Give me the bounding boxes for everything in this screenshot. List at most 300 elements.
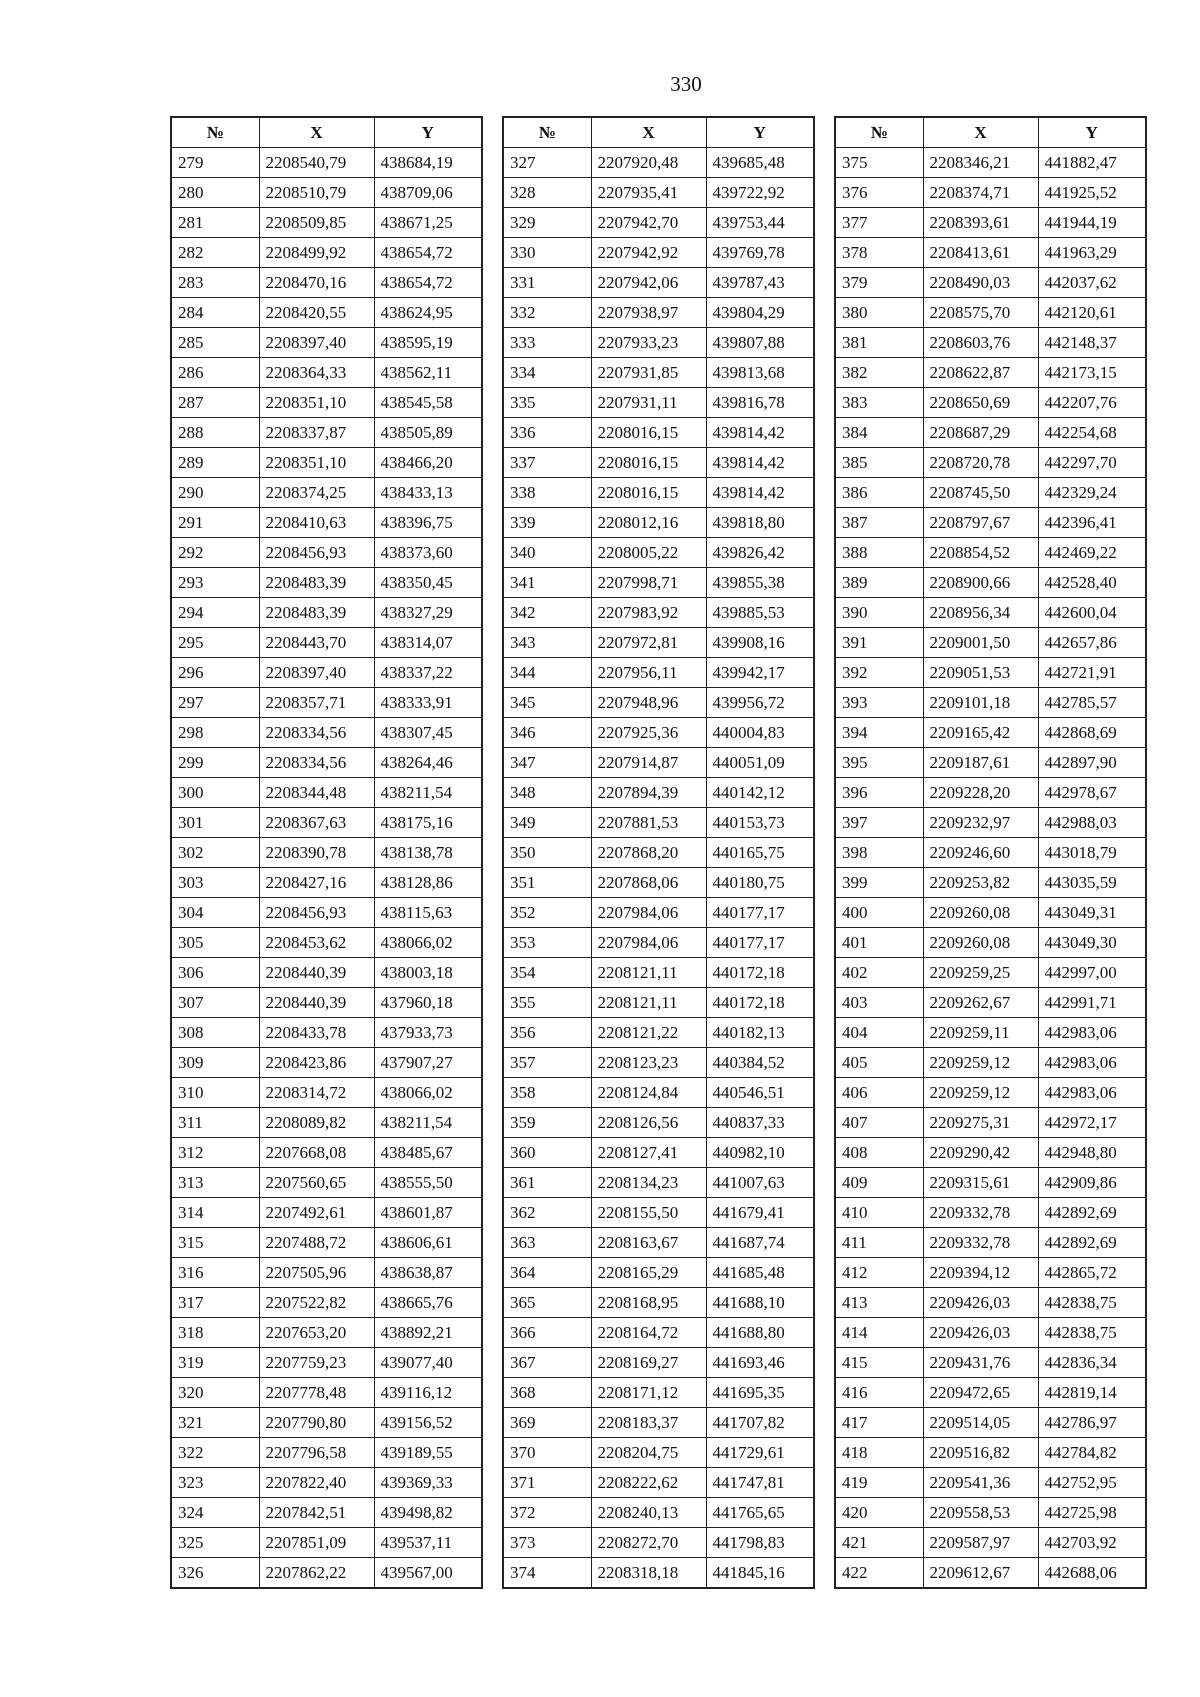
x-coordinate-cell: 2207914,87 bbox=[591, 748, 706, 778]
y-coordinate-cell: 439814,42 bbox=[706, 478, 814, 508]
y-coordinate-cell: 438175,16 bbox=[374, 808, 482, 838]
point-number-cell: 382 bbox=[835, 358, 923, 388]
table-row bbox=[503, 658, 814, 688]
table-row bbox=[835, 1078, 1146, 1108]
table-row bbox=[835, 838, 1146, 868]
table-row bbox=[835, 1558, 1146, 1589]
point-number-cell: 314 bbox=[171, 1198, 259, 1228]
y-coordinate-cell: 439807,88 bbox=[706, 328, 814, 358]
table-row bbox=[503, 838, 814, 868]
table-row bbox=[503, 538, 814, 568]
table-row bbox=[835, 508, 1146, 538]
x-coordinate-cell: 2208540,79 bbox=[259, 148, 374, 178]
x-coordinate-cell: 2208183,37 bbox=[591, 1408, 706, 1438]
point-number-cell: 321 bbox=[171, 1408, 259, 1438]
y-coordinate-cell: 440177,17 bbox=[706, 898, 814, 928]
y-coordinate-cell: 442784,82 bbox=[1038, 1438, 1146, 1468]
y-coordinate-cell: 439769,78 bbox=[706, 238, 814, 268]
point-number-cell: 391 bbox=[835, 628, 923, 658]
point-number-cell: 422 bbox=[835, 1558, 923, 1589]
table-row bbox=[503, 388, 814, 418]
y-coordinate-cell: 442991,71 bbox=[1038, 988, 1146, 1018]
y-coordinate-cell: 442725,98 bbox=[1038, 1498, 1146, 1528]
point-number-cell: 413 bbox=[835, 1288, 923, 1318]
y-coordinate-cell: 442396,41 bbox=[1038, 508, 1146, 538]
x-coordinate-cell: 2208603,76 bbox=[923, 328, 1038, 358]
table-row bbox=[835, 1318, 1146, 1348]
x-coordinate-cell: 2209558,53 bbox=[923, 1498, 1038, 1528]
y-coordinate-cell: 442469,22 bbox=[1038, 538, 1146, 568]
table-row bbox=[503, 598, 814, 628]
table-row bbox=[835, 178, 1146, 208]
x-coordinate-cell: 2207931,11 bbox=[591, 388, 706, 418]
y-coordinate-cell: 439369,33 bbox=[374, 1468, 482, 1498]
y-coordinate-cell: 441679,41 bbox=[706, 1198, 814, 1228]
x-coordinate-cell: 2209259,12 bbox=[923, 1078, 1038, 1108]
x-coordinate-cell: 2209259,25 bbox=[923, 958, 1038, 988]
x-coordinate-cell: 2209165,42 bbox=[923, 718, 1038, 748]
point-number-cell: 316 bbox=[171, 1258, 259, 1288]
y-coordinate-cell: 440172,18 bbox=[706, 988, 814, 1018]
y-coordinate-cell: 441007,63 bbox=[706, 1168, 814, 1198]
x-coordinate-cell: 2208016,15 bbox=[591, 418, 706, 448]
y-coordinate-cell: 443018,79 bbox=[1038, 838, 1146, 868]
table-row bbox=[503, 1108, 814, 1138]
y-coordinate-cell: 442785,57 bbox=[1038, 688, 1146, 718]
point-number-cell: 400 bbox=[835, 898, 923, 928]
point-number-cell: 381 bbox=[835, 328, 923, 358]
point-number-cell: 407 bbox=[835, 1108, 923, 1138]
point-number-cell: 369 bbox=[503, 1408, 591, 1438]
point-number-cell: 375 bbox=[835, 148, 923, 178]
point-number-cell: 392 bbox=[835, 658, 923, 688]
y-coordinate-cell: 438003,18 bbox=[374, 958, 482, 988]
x-coordinate-cell: 2208456,93 bbox=[259, 538, 374, 568]
y-coordinate-cell: 442786,97 bbox=[1038, 1408, 1146, 1438]
table-row bbox=[503, 298, 814, 328]
x-coordinate-cell: 2208413,61 bbox=[923, 238, 1038, 268]
table-row bbox=[835, 1408, 1146, 1438]
point-number-cell: 383 bbox=[835, 388, 923, 418]
y-coordinate-cell: 438066,02 bbox=[374, 928, 482, 958]
point-number-cell: 322 bbox=[171, 1438, 259, 1468]
x-coordinate-cell: 2209516,82 bbox=[923, 1438, 1038, 1468]
point-number-cell: 331 bbox=[503, 268, 591, 298]
y-coordinate-cell: 442892,69 bbox=[1038, 1198, 1146, 1228]
y-coordinate-cell: 439804,29 bbox=[706, 298, 814, 328]
y-coordinate-cell: 440004,83 bbox=[706, 718, 814, 748]
point-number-cell: 415 bbox=[835, 1348, 923, 1378]
x-coordinate-cell: 2208397,40 bbox=[259, 328, 374, 358]
point-number-cell: 372 bbox=[503, 1498, 591, 1528]
table-row bbox=[835, 568, 1146, 598]
y-coordinate-cell: 442988,03 bbox=[1038, 808, 1146, 838]
y-coordinate-cell: 439685,48 bbox=[706, 148, 814, 178]
x-coordinate-cell: 2207851,09 bbox=[259, 1528, 374, 1558]
y-coordinate-cell: 442897,90 bbox=[1038, 748, 1146, 778]
y-coordinate-cell: 442948,80 bbox=[1038, 1138, 1146, 1168]
table-row bbox=[171, 1138, 482, 1168]
point-number-cell: 364 bbox=[503, 1258, 591, 1288]
table-row bbox=[503, 328, 814, 358]
x-coordinate-cell: 2207942,92 bbox=[591, 238, 706, 268]
page-number: 330 bbox=[670, 72, 702, 96]
point-number-cell: 287 bbox=[171, 388, 259, 418]
table-row bbox=[835, 388, 1146, 418]
header-row bbox=[835, 117, 1146, 148]
y-coordinate-cell: 442909,86 bbox=[1038, 1168, 1146, 1198]
y-coordinate-cell: 441687,74 bbox=[706, 1228, 814, 1258]
table-row bbox=[503, 808, 814, 838]
x-coordinate-cell: 2208016,15 bbox=[591, 478, 706, 508]
table-row bbox=[503, 868, 814, 898]
y-coordinate-cell: 441845,16 bbox=[706, 1558, 814, 1589]
point-number-cell: 292 bbox=[171, 538, 259, 568]
point-number-cell: 330 bbox=[503, 238, 591, 268]
x-coordinate-cell: 2208334,56 bbox=[259, 718, 374, 748]
x-coordinate-cell: 2208346,21 bbox=[923, 148, 1038, 178]
x-coordinate-cell: 2209275,31 bbox=[923, 1108, 1038, 1138]
point-number-cell: 366 bbox=[503, 1318, 591, 1348]
point-number-cell: 326 bbox=[171, 1558, 259, 1589]
table-row bbox=[171, 1228, 482, 1258]
x-coordinate-cell: 2209426,03 bbox=[923, 1288, 1038, 1318]
x-coordinate-cell: 2208124,84 bbox=[591, 1078, 706, 1108]
x-coordinate-cell: 2209228,20 bbox=[923, 778, 1038, 808]
y-coordinate-cell: 438709,06 bbox=[374, 178, 482, 208]
point-number-cell: 379 bbox=[835, 268, 923, 298]
table-row bbox=[503, 1558, 814, 1589]
table-row bbox=[835, 418, 1146, 448]
table-row bbox=[835, 658, 1146, 688]
y-coordinate-cell: 441798,83 bbox=[706, 1528, 814, 1558]
y-coordinate-cell: 438665,76 bbox=[374, 1288, 482, 1318]
point-number-cell: 347 bbox=[503, 748, 591, 778]
x-coordinate-cell: 2208575,70 bbox=[923, 298, 1038, 328]
table-row bbox=[503, 1468, 814, 1498]
y-coordinate-cell: 438505,89 bbox=[374, 418, 482, 448]
coordinates-table-2 bbox=[502, 116, 815, 1589]
header-y: Y bbox=[1038, 117, 1146, 148]
point-number-cell: 334 bbox=[503, 358, 591, 388]
table-row bbox=[503, 1018, 814, 1048]
x-coordinate-cell: 2208005,22 bbox=[591, 538, 706, 568]
point-number-cell: 328 bbox=[503, 178, 591, 208]
y-coordinate-cell: 439855,38 bbox=[706, 568, 814, 598]
table-row bbox=[171, 418, 482, 448]
table-row bbox=[503, 1408, 814, 1438]
table-row bbox=[171, 1018, 482, 1048]
table-row bbox=[835, 1438, 1146, 1468]
table-row bbox=[503, 568, 814, 598]
y-coordinate-cell: 439826,42 bbox=[706, 538, 814, 568]
x-coordinate-cell: 2209315,61 bbox=[923, 1168, 1038, 1198]
y-coordinate-cell: 442329,24 bbox=[1038, 478, 1146, 508]
y-coordinate-cell: 437960,18 bbox=[374, 988, 482, 1018]
table-row bbox=[171, 1528, 482, 1558]
point-number-cell: 346 bbox=[503, 718, 591, 748]
x-coordinate-cell: 2209187,61 bbox=[923, 748, 1038, 778]
x-coordinate-cell: 2208165,29 bbox=[591, 1258, 706, 1288]
y-coordinate-cell: 439818,80 bbox=[706, 508, 814, 538]
y-coordinate-cell: 442688,06 bbox=[1038, 1558, 1146, 1589]
x-coordinate-cell: 2207942,06 bbox=[591, 268, 706, 298]
table-row bbox=[503, 238, 814, 268]
point-number-cell: 343 bbox=[503, 628, 591, 658]
point-number-cell: 384 bbox=[835, 418, 923, 448]
x-coordinate-cell: 2209612,67 bbox=[923, 1558, 1038, 1589]
y-coordinate-cell: 439722,92 bbox=[706, 178, 814, 208]
point-number-cell: 291 bbox=[171, 508, 259, 538]
table-row bbox=[835, 748, 1146, 778]
header-x: X bbox=[591, 117, 706, 148]
x-coordinate-cell: 2207759,23 bbox=[259, 1348, 374, 1378]
x-coordinate-cell: 2208427,16 bbox=[259, 868, 374, 898]
table-row bbox=[171, 1348, 482, 1378]
y-coordinate-cell: 441944,19 bbox=[1038, 208, 1146, 238]
x-coordinate-cell: 2208483,39 bbox=[259, 598, 374, 628]
table-row bbox=[171, 388, 482, 418]
y-coordinate-cell: 438307,45 bbox=[374, 718, 482, 748]
x-coordinate-cell: 2209394,12 bbox=[923, 1258, 1038, 1288]
table-row bbox=[171, 868, 482, 898]
y-coordinate-cell: 438595,19 bbox=[374, 328, 482, 358]
x-coordinate-cell: 2208314,72 bbox=[259, 1078, 374, 1108]
table-row bbox=[171, 1558, 482, 1589]
point-number-cell: 333 bbox=[503, 328, 591, 358]
point-number-cell: 409 bbox=[835, 1168, 923, 1198]
table-row bbox=[835, 1528, 1146, 1558]
point-number-cell: 395 bbox=[835, 748, 923, 778]
y-coordinate-cell: 442983,06 bbox=[1038, 1078, 1146, 1108]
x-coordinate-cell: 2208334,56 bbox=[259, 748, 374, 778]
point-number-cell: 387 bbox=[835, 508, 923, 538]
point-number-cell: 279 bbox=[171, 148, 259, 178]
header-x: X bbox=[923, 117, 1038, 148]
table-row bbox=[503, 748, 814, 778]
y-coordinate-cell: 442120,61 bbox=[1038, 298, 1146, 328]
y-coordinate-cell: 442254,68 bbox=[1038, 418, 1146, 448]
y-coordinate-cell: 442838,75 bbox=[1038, 1288, 1146, 1318]
y-coordinate-cell: 442207,76 bbox=[1038, 388, 1146, 418]
table-row bbox=[503, 628, 814, 658]
table-row bbox=[835, 1288, 1146, 1318]
header-y: Y bbox=[374, 117, 482, 148]
x-coordinate-cell: 2208423,86 bbox=[259, 1048, 374, 1078]
x-coordinate-cell: 2207984,06 bbox=[591, 898, 706, 928]
y-coordinate-cell: 438396,75 bbox=[374, 508, 482, 538]
table-row bbox=[835, 298, 1146, 328]
point-number-cell: 313 bbox=[171, 1168, 259, 1198]
header-number: № bbox=[503, 117, 591, 148]
x-coordinate-cell: 2207984,06 bbox=[591, 928, 706, 958]
table-row bbox=[835, 1498, 1146, 1528]
point-number-cell: 284 bbox=[171, 298, 259, 328]
point-number-cell: 388 bbox=[835, 538, 923, 568]
table-row bbox=[171, 778, 482, 808]
x-coordinate-cell: 2207790,80 bbox=[259, 1408, 374, 1438]
x-coordinate-cell: 2208622,87 bbox=[923, 358, 1038, 388]
point-number-cell: 396 bbox=[835, 778, 923, 808]
table-row bbox=[503, 208, 814, 238]
x-coordinate-cell: 2209290,42 bbox=[923, 1138, 1038, 1168]
table-row bbox=[171, 238, 482, 268]
x-coordinate-cell: 2207868,06 bbox=[591, 868, 706, 898]
y-coordinate-cell: 441688,80 bbox=[706, 1318, 814, 1348]
point-number-cell: 340 bbox=[503, 538, 591, 568]
y-coordinate-cell: 439942,17 bbox=[706, 658, 814, 688]
x-coordinate-cell: 2208344,48 bbox=[259, 778, 374, 808]
point-number-cell: 397 bbox=[835, 808, 923, 838]
x-coordinate-cell: 2207881,53 bbox=[591, 808, 706, 838]
point-number-cell: 348 bbox=[503, 778, 591, 808]
header-y: Y bbox=[706, 117, 814, 148]
table-row bbox=[171, 478, 482, 508]
point-number-cell: 394 bbox=[835, 718, 923, 748]
x-coordinate-cell: 2208650,69 bbox=[923, 388, 1038, 418]
y-coordinate-cell: 442978,67 bbox=[1038, 778, 1146, 808]
table-row bbox=[503, 1228, 814, 1258]
y-coordinate-cell: 437933,73 bbox=[374, 1018, 482, 1048]
x-coordinate-cell: 2208453,62 bbox=[259, 928, 374, 958]
x-coordinate-cell: 2209587,97 bbox=[923, 1528, 1038, 1558]
y-coordinate-cell: 441765,65 bbox=[706, 1498, 814, 1528]
y-coordinate-cell: 440837,33 bbox=[706, 1108, 814, 1138]
table-row bbox=[503, 958, 814, 988]
y-coordinate-cell: 438128,86 bbox=[374, 868, 482, 898]
x-coordinate-cell: 2207925,36 bbox=[591, 718, 706, 748]
point-number-cell: 380 bbox=[835, 298, 923, 328]
table-row bbox=[171, 148, 482, 178]
table-row bbox=[835, 1378, 1146, 1408]
table-row bbox=[171, 1078, 482, 1108]
x-coordinate-cell: 2208374,25 bbox=[259, 478, 374, 508]
table-row bbox=[503, 448, 814, 478]
table-row bbox=[835, 1468, 1146, 1498]
x-coordinate-cell: 2208456,93 bbox=[259, 898, 374, 928]
table-row bbox=[171, 538, 482, 568]
y-coordinate-cell: 438314,07 bbox=[374, 628, 482, 658]
x-coordinate-cell: 2208163,67 bbox=[591, 1228, 706, 1258]
point-number-cell: 300 bbox=[171, 778, 259, 808]
x-coordinate-cell: 2207935,41 bbox=[591, 178, 706, 208]
point-number-cell: 339 bbox=[503, 508, 591, 538]
x-coordinate-cell: 2207822,40 bbox=[259, 1468, 374, 1498]
x-coordinate-cell: 2208171,12 bbox=[591, 1378, 706, 1408]
table-row bbox=[171, 268, 482, 298]
y-coordinate-cell: 438327,29 bbox=[374, 598, 482, 628]
point-number-cell: 338 bbox=[503, 478, 591, 508]
y-coordinate-cell: 443049,31 bbox=[1038, 898, 1146, 928]
point-number-cell: 385 bbox=[835, 448, 923, 478]
table-row bbox=[171, 328, 482, 358]
point-number-cell: 294 bbox=[171, 598, 259, 628]
y-coordinate-cell: 438654,72 bbox=[374, 268, 482, 298]
x-coordinate-cell: 2208374,71 bbox=[923, 178, 1038, 208]
x-coordinate-cell: 2207931,85 bbox=[591, 358, 706, 388]
point-number-cell: 390 bbox=[835, 598, 923, 628]
table-row bbox=[503, 418, 814, 448]
x-coordinate-cell: 2207668,08 bbox=[259, 1138, 374, 1168]
coordinates-table-1 bbox=[170, 116, 483, 1589]
table-row bbox=[503, 1348, 814, 1378]
x-coordinate-cell: 2208357,71 bbox=[259, 688, 374, 718]
point-number-cell: 378 bbox=[835, 238, 923, 268]
point-number-cell: 408 bbox=[835, 1138, 923, 1168]
point-number-cell: 303 bbox=[171, 868, 259, 898]
y-coordinate-cell: 442865,72 bbox=[1038, 1258, 1146, 1288]
x-coordinate-cell: 2207522,82 bbox=[259, 1288, 374, 1318]
y-coordinate-cell: 438892,21 bbox=[374, 1318, 482, 1348]
y-coordinate-cell: 439787,43 bbox=[706, 268, 814, 298]
x-coordinate-cell: 2208121,11 bbox=[591, 958, 706, 988]
point-number-cell: 317 bbox=[171, 1288, 259, 1318]
x-coordinate-cell: 2208337,87 bbox=[259, 418, 374, 448]
point-number-cell: 359 bbox=[503, 1108, 591, 1138]
point-number-cell: 337 bbox=[503, 448, 591, 478]
table-row bbox=[835, 148, 1146, 178]
x-coordinate-cell: 2208121,11 bbox=[591, 988, 706, 1018]
table-row bbox=[503, 1078, 814, 1108]
point-number-cell: 305 bbox=[171, 928, 259, 958]
table-row bbox=[171, 208, 482, 238]
y-coordinate-cell: 438433,13 bbox=[374, 478, 482, 508]
x-coordinate-cell: 2208745,50 bbox=[923, 478, 1038, 508]
x-coordinate-cell: 2208490,03 bbox=[923, 268, 1038, 298]
y-coordinate-cell: 442173,15 bbox=[1038, 358, 1146, 388]
x-coordinate-cell: 2208687,29 bbox=[923, 418, 1038, 448]
point-number-cell: 412 bbox=[835, 1258, 923, 1288]
x-coordinate-cell: 2208016,15 bbox=[591, 448, 706, 478]
y-coordinate-cell: 440142,12 bbox=[706, 778, 814, 808]
header-row bbox=[171, 117, 482, 148]
x-coordinate-cell: 2208012,16 bbox=[591, 508, 706, 538]
y-coordinate-cell: 440180,75 bbox=[706, 868, 814, 898]
table-row bbox=[503, 1378, 814, 1408]
y-coordinate-cell: 442703,92 bbox=[1038, 1528, 1146, 1558]
point-number-cell: 410 bbox=[835, 1198, 923, 1228]
x-coordinate-cell: 2208164,72 bbox=[591, 1318, 706, 1348]
point-number-cell: 327 bbox=[503, 148, 591, 178]
point-number-cell: 368 bbox=[503, 1378, 591, 1408]
table-row bbox=[503, 1138, 814, 1168]
x-coordinate-cell: 2208272,70 bbox=[591, 1528, 706, 1558]
point-number-cell: 341 bbox=[503, 568, 591, 598]
x-coordinate-cell: 2209253,82 bbox=[923, 868, 1038, 898]
point-number-cell: 352 bbox=[503, 898, 591, 928]
coordinates-table-3 bbox=[834, 116, 1147, 1589]
x-coordinate-cell: 2208318,18 bbox=[591, 1558, 706, 1589]
table-row bbox=[835, 1108, 1146, 1138]
y-coordinate-cell: 441747,81 bbox=[706, 1468, 814, 1498]
point-number-cell: 289 bbox=[171, 448, 259, 478]
x-coordinate-cell: 2208089,82 bbox=[259, 1108, 374, 1138]
point-number-cell: 417 bbox=[835, 1408, 923, 1438]
x-coordinate-cell: 2207942,70 bbox=[591, 208, 706, 238]
table-row bbox=[503, 1288, 814, 1318]
point-number-cell: 350 bbox=[503, 838, 591, 868]
point-number-cell: 420 bbox=[835, 1498, 923, 1528]
y-coordinate-cell: 442972,17 bbox=[1038, 1108, 1146, 1138]
table-row bbox=[835, 358, 1146, 388]
table-row bbox=[835, 478, 1146, 508]
x-coordinate-cell: 2209541,36 bbox=[923, 1468, 1038, 1498]
point-number-cell: 304 bbox=[171, 898, 259, 928]
x-coordinate-cell: 2208222,62 bbox=[591, 1468, 706, 1498]
x-coordinate-cell: 2209051,53 bbox=[923, 658, 1038, 688]
y-coordinate-cell: 438601,87 bbox=[374, 1198, 482, 1228]
point-number-cell: 401 bbox=[835, 928, 923, 958]
